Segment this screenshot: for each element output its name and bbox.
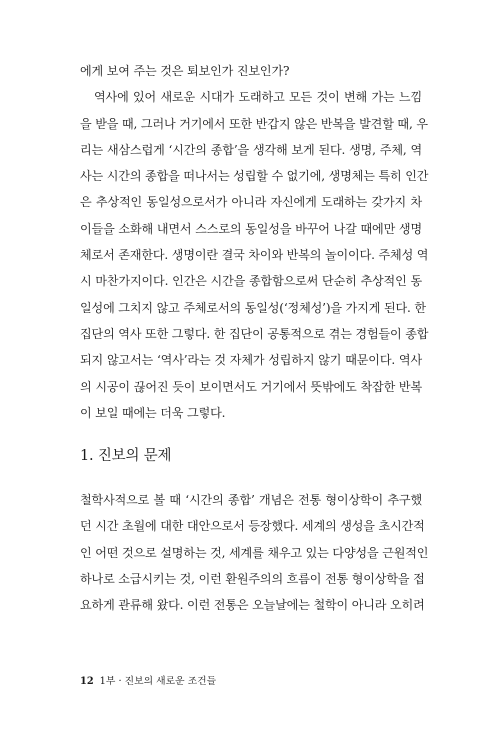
body-text-line: 은 추상적인 동일성으로서가 아니라 자신에게 도래하는 갖가지 차 [80, 195, 422, 210]
body-text-line: 던 시간 초월에 대한 대안으로서 등장했다. 세계의 생성을 초시간적 [80, 519, 425, 534]
page-footer [80, 675, 216, 689]
body-text-line: 이 보일 때에는 더욱 그렇다. [80, 405, 226, 420]
body-text-line: 철학사적으로 볼 때 ‘시간의 종합’ 개념은 전통 형이상학이 추구했 [80, 493, 422, 507]
body-text-line: 역사에 있어 새로운 시대가 도래하고 모든 것이 변해 가는 느낌 [94, 90, 422, 105]
body-text-line: 이들을 소화해 내면서 스스로의 동일성을 바꾸어 나갈 때에만 생명 [80, 221, 422, 236]
body-text-line: 의 시공이 끊어진 듯이 보이면서도 거기에서 뜻밖에도 착잡한 반복 [80, 379, 422, 394]
body-text-line: 하나로 소급시키는 것, 이런 환원주의의 흐름이 전통 형이상학을 접 [80, 571, 425, 586]
body-text-line: 되지 않고서는 ‘역사’라는 것 자체가 성립하지 않기 때문이다. 역사 [80, 353, 422, 368]
body-text-line: 요하게 관류해 왔다. 이런 전통은 오늘날에는 철학이 아니라 오히려 [80, 598, 425, 613]
paragraph-block-2 [80, 487, 429, 618]
body-text-line: 시 마찬가지이다. 인간은 시간을 종합함으로써 단순히 추상적인 동 [80, 274, 422, 289]
body-text-line: 에게 보여 주는 것은 퇴보인가 진보인가? [80, 64, 290, 78]
paragraph-block-1 [80, 58, 429, 426]
body-text-line: 집단의 역사 또한 그렇다. 한 집단이 공통적으로 겪는 경험들이 종합 [80, 326, 429, 341]
page-number: 12 [80, 676, 94, 687]
body-text-line: 인 어떤 것으로 설명하는 것, 세계를 채우고 있는 다양성을 근원적인 [80, 545, 429, 560]
body-text-line: 체로서 존재한다. 생명이란 결국 차이와 반복의 놀이이다. 주체성 역 [80, 248, 429, 263]
body-text-line: 일성에 그치지 않고 주체로서의 동일성(‘정체성’)을 가지게 된다. 한 [80, 300, 426, 315]
section-heading: 1. 진보의 문제 [80, 448, 172, 464]
body-text-line: 사는 시간의 종합을 떠나서는 성립할 수 없기에, 생명체는 특히 인간 [80, 169, 429, 184]
running-title: 1부 · 진보의 새로운 조건들 [99, 676, 217, 687]
body-text-line: 을 받을 때, 그러나 거기에서 또한 반갑지 않은 반복을 발견할 때, 우 [80, 116, 428, 131]
body-text-line: 리는 새삼스럽게 ‘시간의 종합’을 생각해 보게 된다. 생명, 주체, 역 [80, 142, 422, 157]
